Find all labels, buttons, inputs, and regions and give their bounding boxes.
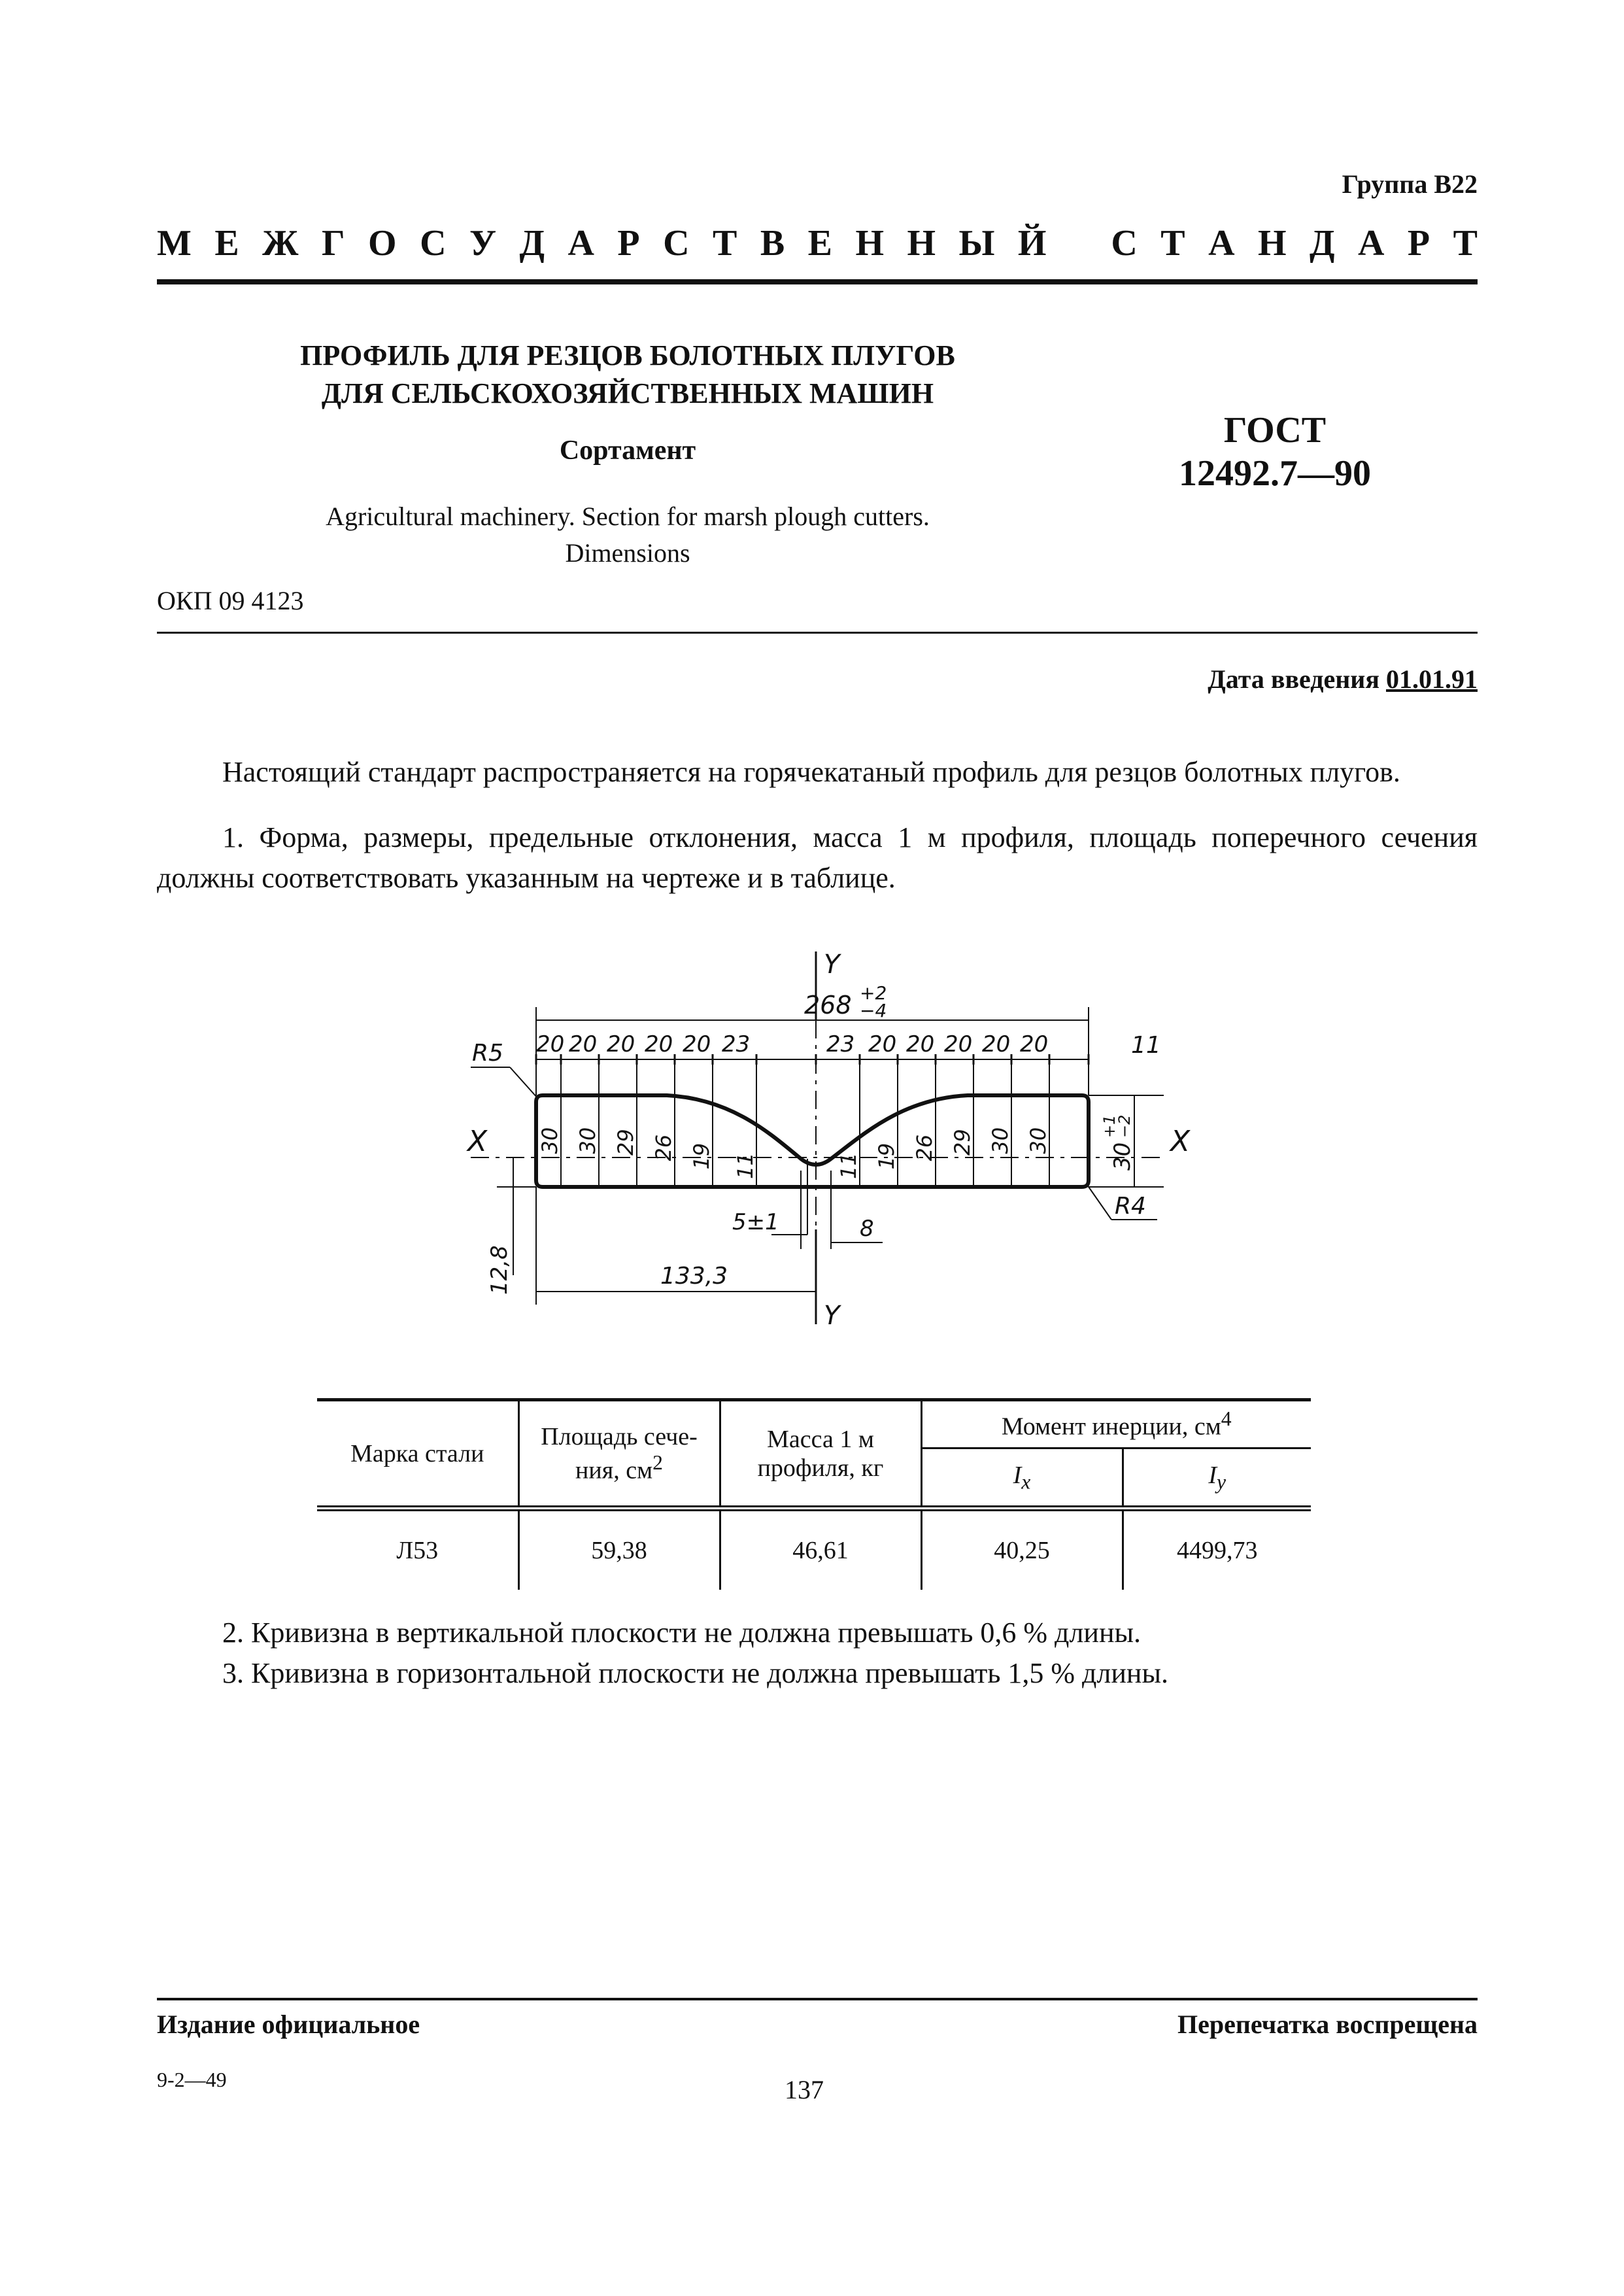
banner-letter: А (1358, 223, 1385, 264)
banner-letter: С (420, 223, 447, 264)
radius-r5-label: R5 (472, 1040, 503, 1067)
english-title (196, 498, 1059, 572)
clause-2: 2. Кривизна в вертикальной плоскости не должна превышать 0,6 % длины. (222, 1617, 1142, 1649)
table-header-row (317, 1400, 1311, 1448)
cell-iy: 4499,73 (1123, 1509, 1311, 1590)
clause-1 (157, 817, 1478, 899)
profile-drawing (431, 922, 1236, 1367)
banner-letter: Р (617, 223, 640, 264)
height-label: 11 (733, 1152, 758, 1179)
banner-letter: Т (713, 223, 737, 264)
half-width-label: 133,3 (660, 1263, 728, 1290)
header-steel: Марка стали (317, 1400, 518, 1509)
overall-width-label: 268 (804, 991, 852, 1019)
banner-letter: Н (855, 223, 884, 264)
edge-dimension-11: 11 (1131, 1032, 1161, 1059)
spacing-label: 20 (569, 1031, 598, 1057)
document-title (196, 337, 1059, 413)
banner-letter: О (368, 223, 397, 264)
overall-height-tol-upper: +1 (1100, 1114, 1119, 1138)
title-line-2: ДЛЯ СЕЛЬСКОХОЗЯЙСТВЕННЫХ МАШИН (321, 377, 934, 409)
spacing-label: 20 (944, 1031, 973, 1057)
spacing-label: 20 (607, 1031, 635, 1057)
height-label: 11 (836, 1152, 861, 1179)
english-title-line-1: Agricultural machinery. Section for marsh plough cutters. (326, 502, 930, 531)
spacing-label: 23 (722, 1031, 751, 1057)
spacing-label: 20 (645, 1031, 673, 1057)
y-axis-label-top: Y (824, 950, 840, 980)
banner-letter: С (1111, 223, 1138, 264)
groove-width-label: 8 (860, 1216, 874, 1242)
radius-r5-arrow (510, 1067, 538, 1099)
height-label: 26 (912, 1134, 937, 1161)
cell-area: 59,38 (518, 1509, 720, 1590)
height-label: 30 (537, 1127, 562, 1154)
height-label: 26 (651, 1134, 676, 1161)
title-rule (157, 632, 1478, 634)
reprint-notice: Перепечатка воспрещена (1177, 2010, 1478, 2039)
gost-block (1131, 409, 1419, 495)
header-ix: $I_x$ (921, 1448, 1123, 1509)
page-number: 137 (785, 2075, 824, 2104)
banner-letter: Ы (958, 223, 995, 264)
cell-mass: 46,61 (720, 1509, 921, 1590)
banner-letter: У (469, 223, 497, 264)
banner-letter: М (157, 223, 192, 264)
header-area (518, 1400, 720, 1509)
banner-letter: Д (519, 223, 545, 264)
clause-1-text: 1. Форма, размеры, предельные отклонения, масса 1 м профиля, площадь поперечного сечения должны соответствовать указанным на чертеже и в таблице. (157, 821, 1478, 894)
banner-letter: Т (1453, 223, 1478, 264)
banner-letter: Ж (262, 223, 299, 264)
banner-letter: Т (1160, 223, 1185, 264)
gost-number: 12492.7—90 (1179, 453, 1371, 494)
gost-label: ГОСТ (1223, 410, 1327, 451)
table-row (317, 1509, 1311, 1590)
banner-letter: С (663, 223, 690, 264)
groove-depth-label: 5±1 (732, 1209, 779, 1235)
banner-letter: Н (1258, 223, 1287, 264)
effective-date-label: Дата введения (1208, 664, 1379, 694)
header-rule (157, 279, 1478, 284)
banner-letter: А (1208, 223, 1235, 264)
title-line-1: ПРОФИЛЬ ДЛЯ РЕЗЦОВ БОЛОТНЫХ ПЛУГОВ (300, 339, 955, 371)
spacing-labels (536, 1031, 1048, 1057)
spacing-label: 20 (868, 1031, 897, 1057)
height-label: 30 (1026, 1127, 1051, 1154)
print-code: 9-2—49 (157, 2068, 227, 2091)
header-moment: Момент инерции, $см^4$ (921, 1400, 1311, 1448)
banner-letter: Д (1310, 223, 1335, 264)
height-label: 29 (950, 1129, 975, 1156)
spacing-label: 20 (536, 1031, 565, 1057)
overall-height-label: 30 (1109, 1142, 1136, 1171)
standard-banner (157, 222, 1478, 264)
spacing-label: 20 (1020, 1031, 1049, 1057)
okp-code: ОКП 09 4123 (157, 586, 304, 615)
english-title-line-2: Dimensions (565, 538, 690, 568)
footer-rule (157, 1998, 1478, 2000)
header-mass-line-2: профиля, кг (757, 1454, 884, 1482)
height-label: 19 (689, 1142, 714, 1170)
overall-width-tol-lower: −4 (860, 1000, 887, 1021)
clause-3: 3. Кривизна в горизонтальной плоскости не должна превышать 1,5 % длины. (222, 1657, 1169, 1689)
official-edition: Издание официальное (157, 2010, 420, 2039)
x-offset-label: 12,8 (486, 1245, 513, 1295)
radius-r4-label: R4 (1115, 1193, 1146, 1220)
intro-text: Настоящий стандарт распространяется на горячекатаный профиль для резцов болотных плугов. (222, 756, 1400, 788)
x-axis-label-left: X (467, 1125, 488, 1158)
cell-ix: 40,25 (921, 1509, 1123, 1590)
banner-letter: Й (1017, 223, 1047, 264)
height-label: 29 (613, 1129, 638, 1156)
header-mass-line-1: Масса 1 м (767, 1425, 874, 1453)
height-lines (537, 1059, 1051, 1187)
header-area-line-2: ния, $см^2$ (575, 1450, 663, 1484)
banner-letter: Н (907, 223, 936, 264)
intro-paragraph (157, 752, 1478, 793)
spacing-label: 20 (982, 1031, 1011, 1057)
overall-width-tol-upper: +2 (860, 982, 887, 1004)
x-axis-label-right: X (1170, 1125, 1191, 1158)
banner-letter: Е (807, 223, 832, 264)
overall-height-tol-lower: −2 (1115, 1114, 1134, 1138)
banner-letter: Г (321, 223, 345, 264)
spec-table (317, 1398, 1311, 1590)
height-label: 30 (575, 1127, 600, 1154)
banner-letter: Р (1407, 223, 1430, 264)
effective-date-value: 01.01.91 (1386, 664, 1478, 694)
banner-letter: Е (214, 223, 239, 264)
spacing-label: 20 (906, 1031, 935, 1057)
height-label: 19 (874, 1142, 899, 1170)
document-subtitle: Сортамент (559, 436, 696, 466)
spacing-label: 20 (683, 1031, 711, 1057)
y-axis-label-bottom: Y (824, 1301, 840, 1331)
group-code: Группа В22 (1342, 169, 1478, 199)
radius-r4-leader (1087, 1185, 1111, 1220)
header-mass (720, 1400, 921, 1509)
height-label: 30 (988, 1127, 1013, 1154)
banner-letter (1070, 222, 1088, 264)
banner-letter: В (760, 223, 785, 264)
effective-date (1208, 664, 1478, 694)
header-iy: $I_y$ (1123, 1448, 1311, 1509)
cell-steel: Л53 (317, 1509, 518, 1590)
spacing-label: 23 (826, 1031, 855, 1057)
banner-letter: А (567, 223, 594, 264)
header-area-line-1: Площадь сече- (541, 1422, 698, 1450)
